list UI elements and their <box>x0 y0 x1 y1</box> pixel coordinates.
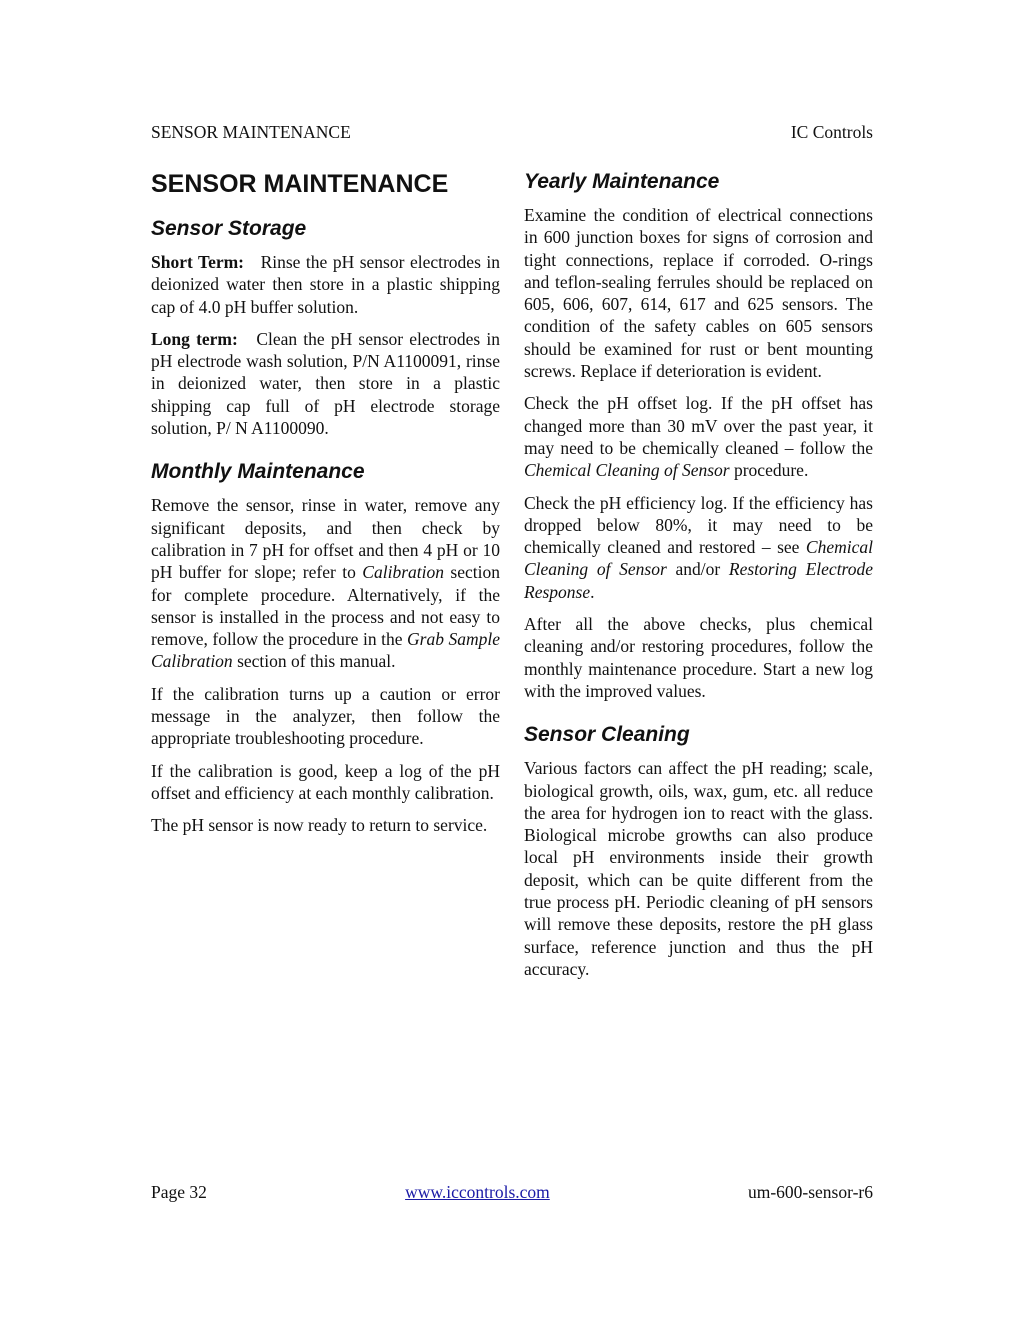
website-link[interactable]: www.iccontrols.com <box>405 1182 550 1202</box>
heading-yearly-maintenance: Yearly Maintenance <box>524 170 720 193</box>
ref-calibration: Calibration <box>362 562 444 583</box>
paragraph-yearly-3 <box>524 492 873 603</box>
page-title: SENSOR MAINTENANCE <box>151 170 449 198</box>
right-column <box>524 166 873 990</box>
heading-sensor-storage: Sensor Storage <box>151 217 307 240</box>
paragraph-monthly-3: If the calibration is good, keep a log of the pH offset and efficiency at each monthly calibration. <box>151 760 500 803</box>
text-segment: Remove the sensor, rinse in water, remove any significant deposits, and then check by calibration in 7 pH for offset and then 4 pH or 10 pH buffer for slope; refer to <box>151 495 500 583</box>
header-section-title: SENSOR MAINTENANCE <box>151 122 351 142</box>
text-long-term: Clean the pH sensor electrodes in pH electrode wash solution, P/N A1100091, rinse in deionized water, then store in a plastic shipping cap full of pH electrode storage solution, P/ N A1100090. <box>151 328 500 439</box>
paragraph-short-term <box>151 251 500 318</box>
paragraph-monthly-4: The pH sensor is now ready to return to service. <box>151 815 488 836</box>
page-number: Page 32 <box>151 1182 207 1202</box>
text-segment: section of this manual. <box>232 651 396 672</box>
paragraph-monthly-1 <box>151 494 500 672</box>
text-segment: Check the pH offset log. If the pH offset has changed more than 30 mV over the past year, it may need to be chemically cleaned – follow the <box>524 393 873 458</box>
label-long-term: Long term: <box>151 328 238 349</box>
ref-grab-sample-calibration: Grab Sample Calibration <box>151 629 501 672</box>
page-footer <box>151 1182 873 1202</box>
paragraph-yearly-1: Examine the condition of electrical connections in 600 junction boxes for signs of corrosion and tight connections, replace if corroded. O-rings and teflon-sealing ferrules should be replaced on 605, 606, 607, 614, 617 and 625 sensors. The condition of the safety cables on 605 sensors should be examined for rust or bent mounting screws. Replace if deterioration is evident. <box>524 205 873 382</box>
text-segment: and/or <box>666 559 729 580</box>
text-segment: section for complete procedure. Alternatively, if the sensor is installed in the process and not easy to remove, follow the procedure in the <box>151 562 500 650</box>
text-segment: Check the pH efficiency log. If the efficiency has dropped below 80%, it may need to be chemically cleaned and restored – see <box>524 492 873 558</box>
ref-chemical-cleaning: Chemical Cleaning of Sensor <box>524 537 873 580</box>
text-segment: . <box>590 581 595 602</box>
paragraph-yearly-2 <box>524 392 873 481</box>
header-company: IC Controls <box>790 122 873 142</box>
document-id: um-600-sensor-r6 <box>747 1182 873 1202</box>
heading-sensor-cleaning: Sensor Cleaning <box>524 723 690 747</box>
paragraph-long-term <box>151 328 500 439</box>
ref-restoring-electrode-response: Restoring Electrode Response <box>524 559 873 602</box>
ref-chemical-cleaning: Chemical Cleaning of Sensor <box>524 460 730 481</box>
paragraph-cleaning-1: Various factors can affect the pH reading; scale, biological growth, oils, wax, gum, etc. all reduce the area for hydrogen ion to react with the glass. Biological microbe growths can also produce local pH environments inside their growth deposit, which can be quite different from the true process pH. Periodic cleaning of pH sensors will remove these deposits, restore the pH glass surface, reference junction and thus the pH accuracy. <box>524 758 873 979</box>
label-short-term: Short Term: <box>151 252 245 272</box>
heading-monthly-maintenance: Monthly Maintenance <box>151 460 365 484</box>
text-short-term: Rinse the pH sensor electrodes in deionized water then store in a plastic shipping cap of 4.0 pH buffer solution. <box>151 252 501 317</box>
text-segment: procedure. <box>729 460 809 481</box>
paragraph-monthly-2: If the calibration turns up a caution or error message in the analyzer, then follow the appropriate troubleshooting procedure. <box>151 683 500 749</box>
left-column <box>151 166 500 847</box>
paragraph-yearly-4: After all the above checks, plus chemical cleaning and/or restoring procedures, follow the monthly maintenance procedure. Start a new log with the improved values. <box>524 614 873 701</box>
page-header <box>151 122 873 142</box>
